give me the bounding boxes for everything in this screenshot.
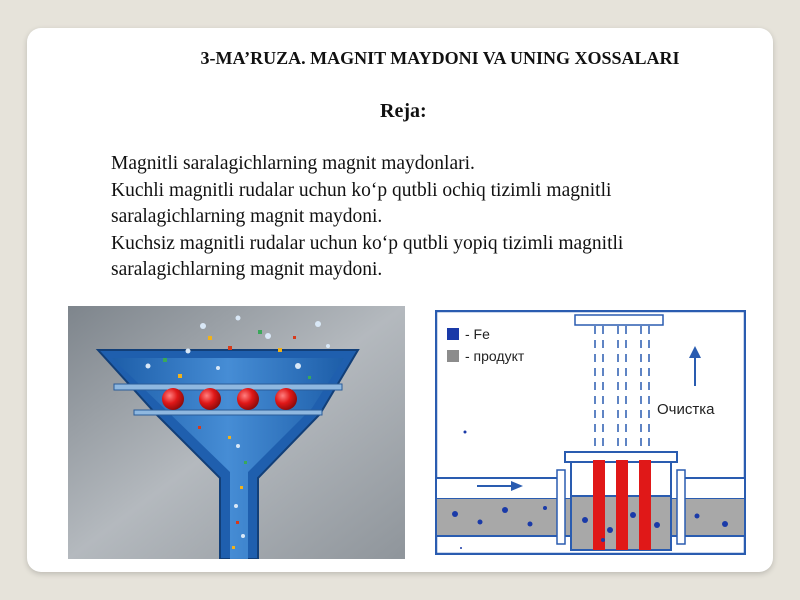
plan-line: Magnitli saralagichlarning magnit maydonlari. [111, 153, 475, 174]
plan-line: Kuchsiz magnitli rudalar uchun ko‘p qutbli yopiq tizimli magnitli [111, 232, 624, 254]
cleaning-label: Очистка [657, 401, 715, 418]
slide-title: 3-MA’RUZA. MAGNIT MAYDONI VA UNING XOSSALARI [200, 48, 680, 68]
legend-product-swatch [447, 350, 459, 362]
plan-line: saralagichlarning magnit maydoni. [111, 259, 383, 280]
legend-fe-label: - Fe [465, 326, 490, 342]
funnel-separator-image [68, 306, 405, 559]
plan-line: Kuchli magnitli rudalar uchun ko‘p qutbli ochiq tizimli magnitli [111, 179, 612, 201]
closed-separator-diagram [435, 310, 746, 555]
legend-fe-swatch [447, 328, 459, 340]
plan-line: saralagichlarning magnit maydoni. [111, 206, 383, 227]
legend-product-label: - продукт [465, 348, 525, 364]
slide [27, 28, 773, 572]
slide-subtitle: Reja: [380, 100, 427, 122]
plan-list [111, 151, 751, 284]
